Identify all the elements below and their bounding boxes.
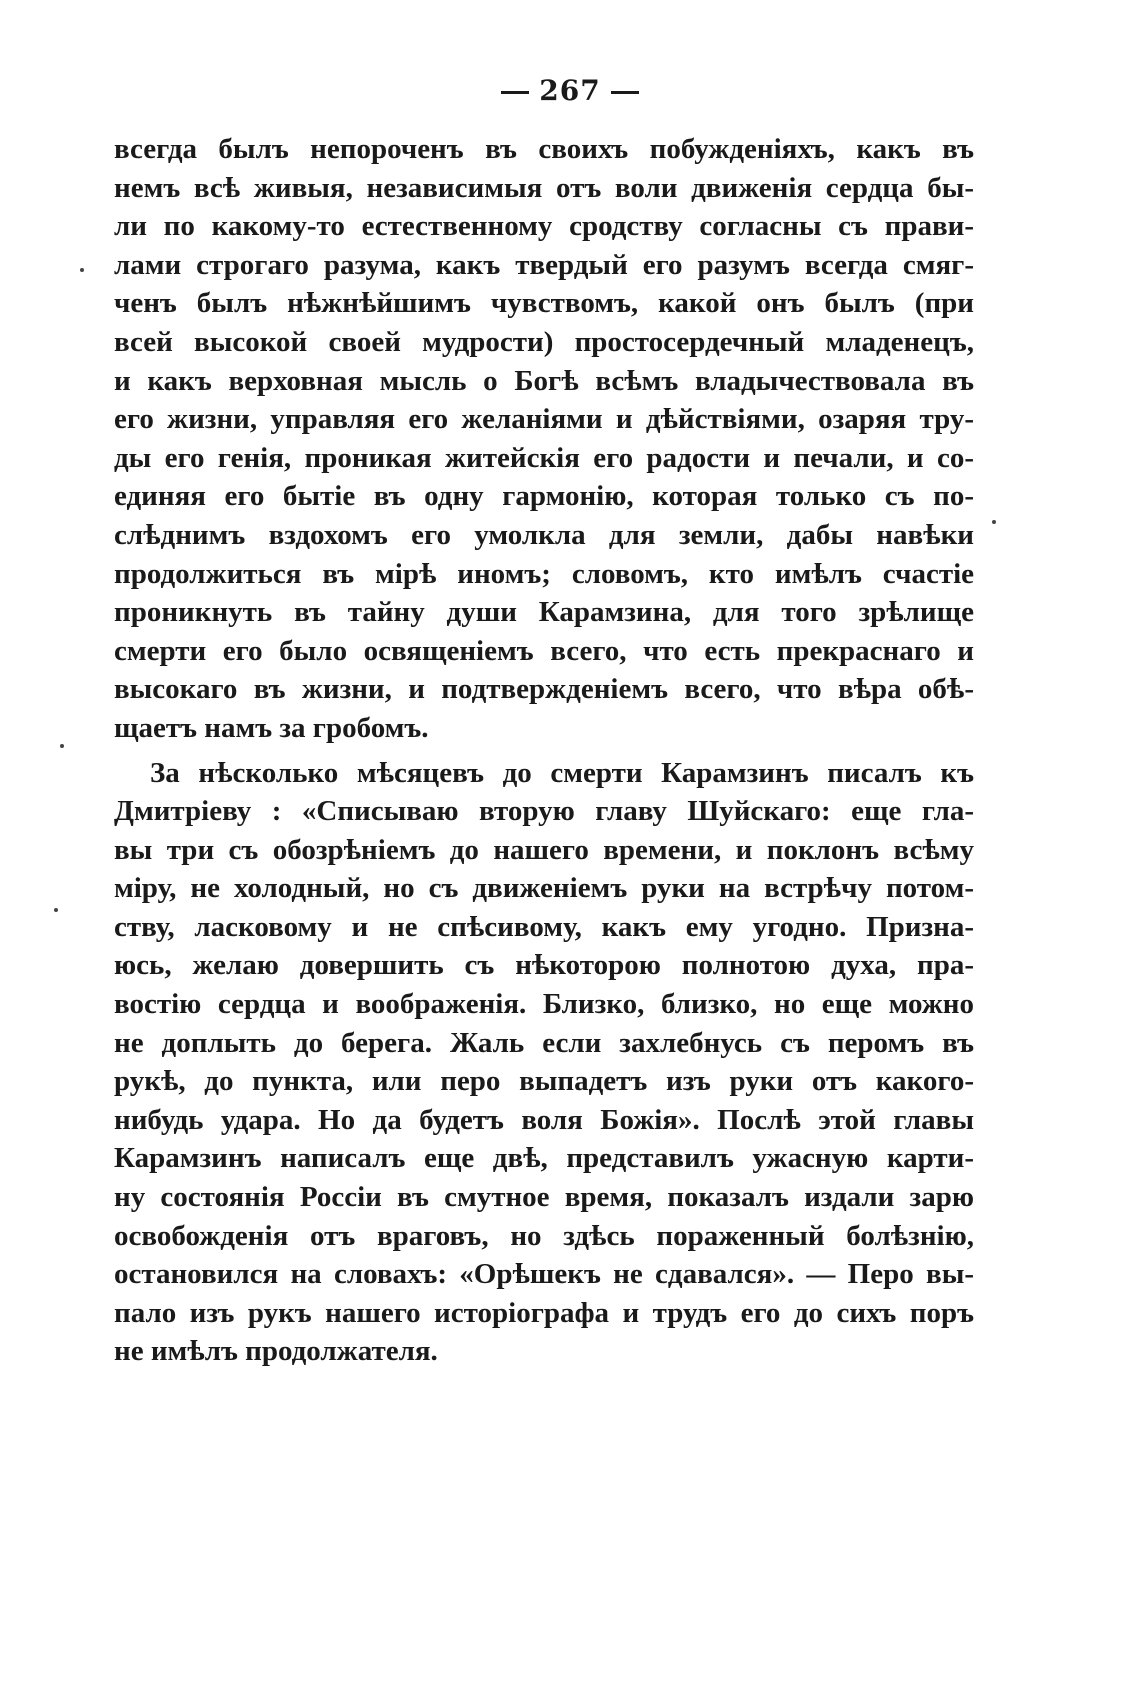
text-line: Дмитріеву : «Списываю вторую главу Шуйскаго: еще гла-: [114, 795, 974, 828]
text-line: ну состоянія Россіи въ смутное время, показалъ издали зарю: [114, 1181, 974, 1214]
folio-dash-right: [611, 91, 639, 94]
text-line: остановился на словахъ: «Орѣшекъ не сдавался». — Перо вы-: [114, 1258, 974, 1291]
text-line: ды его генія, проникая житейскія его радости и печали, и со-: [114, 441, 974, 474]
text-line: востію сердца и воображенія. Близко, близко, но еще можно: [114, 988, 974, 1021]
text-line: Карамзинъ написалъ еще двѣ, представилъ ужасную карти-: [114, 1142, 974, 1175]
text-line: проникнуть въ тайну души Карамзина, для того зрѣлище: [114, 596, 974, 629]
text-line: смерти его было освященіемъ всего, что есть прекраснаго и: [114, 634, 974, 667]
text-line: немъ всѣ живыя, независимыя отъ воли движенія сердца бы-: [114, 171, 974, 204]
text-line: міру, не холодный, но съ движеніемъ руки на встрѣчу потом-: [114, 872, 974, 905]
text-line: вы три съ обозрѣніемъ до нашего времени, и поклонъ всѣму: [114, 833, 974, 866]
page-number-header: [0, 74, 1140, 107]
scan-speck: [60, 744, 64, 748]
scan-speck: [80, 268, 84, 272]
text-line: ли по какому-то естественному сродству согласны съ прави-: [114, 210, 974, 243]
text-line: юсь, желаю довершить съ нѣкоторою полнотою духа, пра-: [114, 949, 974, 982]
text-line: нибудь удара. Но да будетъ воля Божія». Послѣ этой главы: [114, 1103, 974, 1136]
text-line: ченъ былъ нѣжнѣйшимъ чувствомъ, какой онъ былъ (при: [114, 287, 974, 320]
body-text: [114, 130, 974, 1371]
text-line: единяя его бытіе въ одну гармонію, которая только съ по-: [114, 480, 974, 513]
text-line: щаетъ намъ за гробомъ.: [114, 711, 429, 744]
folio-dash-left: [501, 91, 529, 94]
text-line: всегда былъ непороченъ въ своихъ побужденіяхъ, какъ въ: [114, 133, 974, 165]
text-line: не доплыть до берега. Жаль если захлебнусь съ перомъ въ: [114, 1026, 974, 1059]
paragraph-1: [114, 130, 974, 748]
text-line: пало изъ рукъ нашего исторіографа и трудъ его до сихъ поръ: [114, 1296, 974, 1329]
paragraph-2: [114, 754, 974, 1372]
text-line: высокаго въ жизни, и подтвержденіемъ всего, что вѣра обѣ-: [114, 673, 974, 706]
text-line: освобожденія отъ враговъ, но здѣсь пораженный болѣзнію,: [114, 1219, 974, 1252]
scan-speck: [992, 520, 996, 524]
text-line: и какъ верховная мысль о Богѣ всѣмъ владычествовала въ: [114, 364, 974, 397]
text-line: продолжиться въ мірѣ иномъ; словомъ, кто имѣлъ счастіе: [114, 557, 974, 590]
text-line: его жизни, управляя его желаніями и дѣйствіями, озаряя тру-: [114, 403, 974, 436]
scan-speck: [54, 908, 58, 912]
text-line: слѣднимъ вздохомъ его умолкла для земли, дабы навѣки: [114, 518, 974, 551]
text-line: ству, ласковому и не спѣсивому, какъ ему угодно. Призна-: [114, 910, 974, 943]
page-number: 267: [539, 74, 601, 107]
text-line: рукѣ, до пункта, или перо выпадетъ изъ руки отъ какого-: [114, 1065, 974, 1098]
text-line: всей высокой своей мудрости) простосердечный младенецъ,: [114, 325, 974, 358]
text-line: За нѣсколько мѣсяцевъ до смерти Карамзинъ писалъ къ: [150, 756, 974, 789]
text-line: лами строгаго разума, какъ твердый его разумъ всегда смяг-: [114, 248, 974, 281]
text-line: не имѣлъ продолжателя.: [114, 1335, 438, 1368]
